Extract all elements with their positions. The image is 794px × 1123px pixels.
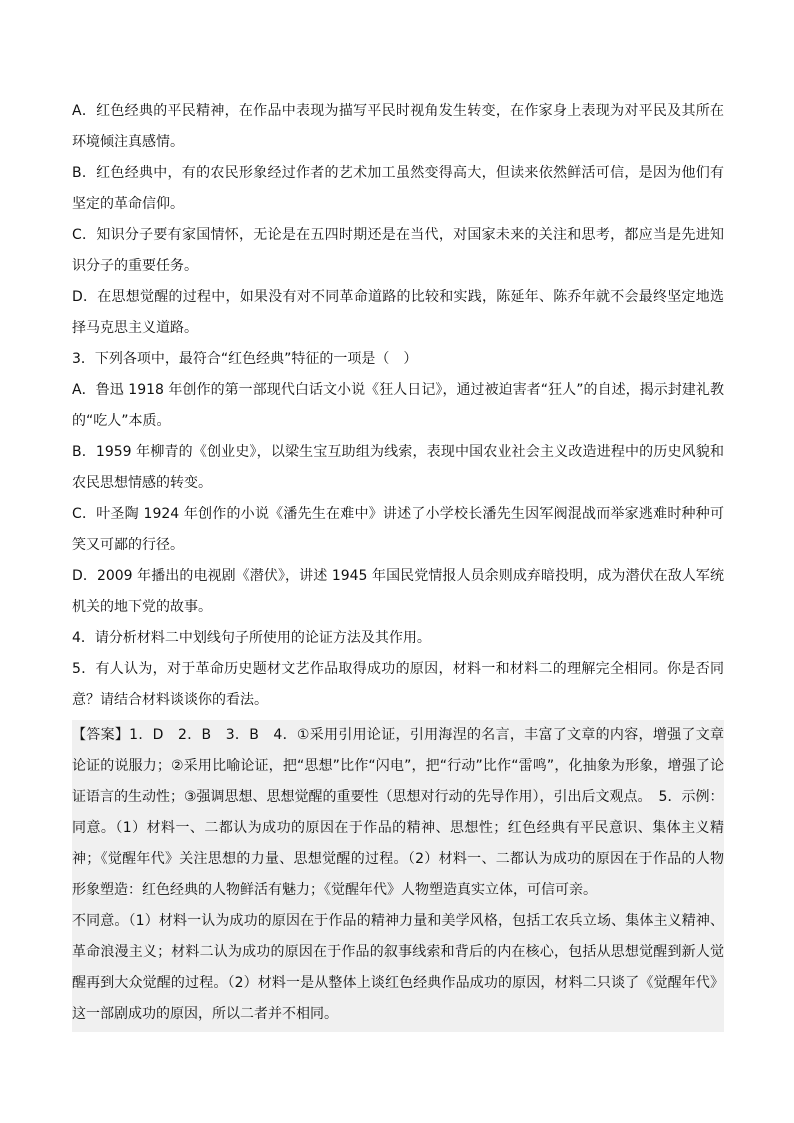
- q2-option-a: A．红色经典的平民精神，在作品中表现为描写平民时视角发生转变，在作家身上表现为对平民及其所在环境倾注真感情。: [72, 103, 724, 150]
- q3-stem: 3．下列各项中，最符合“红色经典”特征的一项是（ ）: [72, 351, 418, 367]
- q4-stem: 4．请分析材料二中划线句子所使用的论证方法及其作用。: [72, 630, 431, 646]
- q2-option-c: C．知识分子要有家国情怀，无论是在五四时期还是在当代，对国家未来的关注和思考，都应当是先进知识分子的重要任务。: [72, 227, 724, 274]
- q2-option-d: D．在思想觉醒的过程中，如果没有对不同革命道路的比较和实践，陈延年、陈乔年就不会最终坚定地选择马克思主义道路。: [72, 289, 724, 336]
- q3-option-a: A．鲁迅 1918 年创作的第一部现代白话文小说《狂人日记》，通过被迫害者“狂人”的自述，揭示封建礼教的“吃人”本质。: [72, 382, 724, 429]
- answer-disagree: 不同意。（1）材料一认为成功的原因在于作品的精神力量和美学风格，包括工农兵立场、集体主义精神、革命浪漫主义；材料二认为成功的原因在于作品的叙事线索和背后的内在核心，包括从思想觉醒到新人觉醒再到大众觉醒的过程。（2）材料一是从整体上谈红色经典作品成功的原因，材料二只谈了《觉醒年代》这一部剧成功的原因，所以二者并不相同。: [72, 913, 724, 1022]
- answer-agree: 同意。（1）材料一、二都认为成功的原因在于作品的精神、思想性；红色经典有平民意识、集体主义精神；《觉醒年代》关注思想的力量、思想觉醒的过程。（2）材料一、二都认为成功的原因在于作品的人物形象塑造：红色经典的人物鲜活有魅力；《觉醒年代》人物塑造真实立体，可信可亲。: [72, 820, 724, 898]
- answer-main: 【答案】1．D 2．B 3．B 4．①采用引用论证，引用海涅的名言，丰富了文章的内容，增强了文章论证的说服力；②采用比喻论证，把“思想”比作“闪电”，把“行动”比作“雷鸣”，化抽象为形象，增强了论证语言的生动性；③强调思想、思想觉醒的重要性（思想对行动的先导作用），引出后文观点。 5．示例：: [72, 727, 724, 805]
- q5-stem: 5．有人认为，对于革命历史题材文艺作品取得成功的原因，材料一和材料二的理解完全相同。你是否同意？请结合材料谈谈你的看法。: [72, 661, 724, 708]
- q3-option-b: B．1959 年柳青的《创业史》，以梁生宝互助组为线索，表现中国农业社会主义改造进程中的历史风貌和农民思想情感的转变。: [72, 444, 724, 491]
- q3-option-d: D．2009 年播出的电视剧《潜伏》，讲述 1945 年国民党情报人员余则成弃暗投明，成为潜伏在敌人军统机关的地下党的故事。: [72, 568, 724, 615]
- document-page: [72, 96, 724, 1032]
- answer-block: [72, 720, 724, 1032]
- q3-option-c: C．叶圣陶 1924 年创作的小说《潘先生在难中》讲述了小学校长潘先生因军阀混战而举家逃难时种种可笑又可鄙的行径。: [72, 506, 724, 553]
- q2-option-b: B．红色经典中，有的农民形象经过作者的艺术加工虽然变得高大，但读来依然鲜活可信，是因为他们有坚定的革命信仰。: [72, 165, 724, 212]
